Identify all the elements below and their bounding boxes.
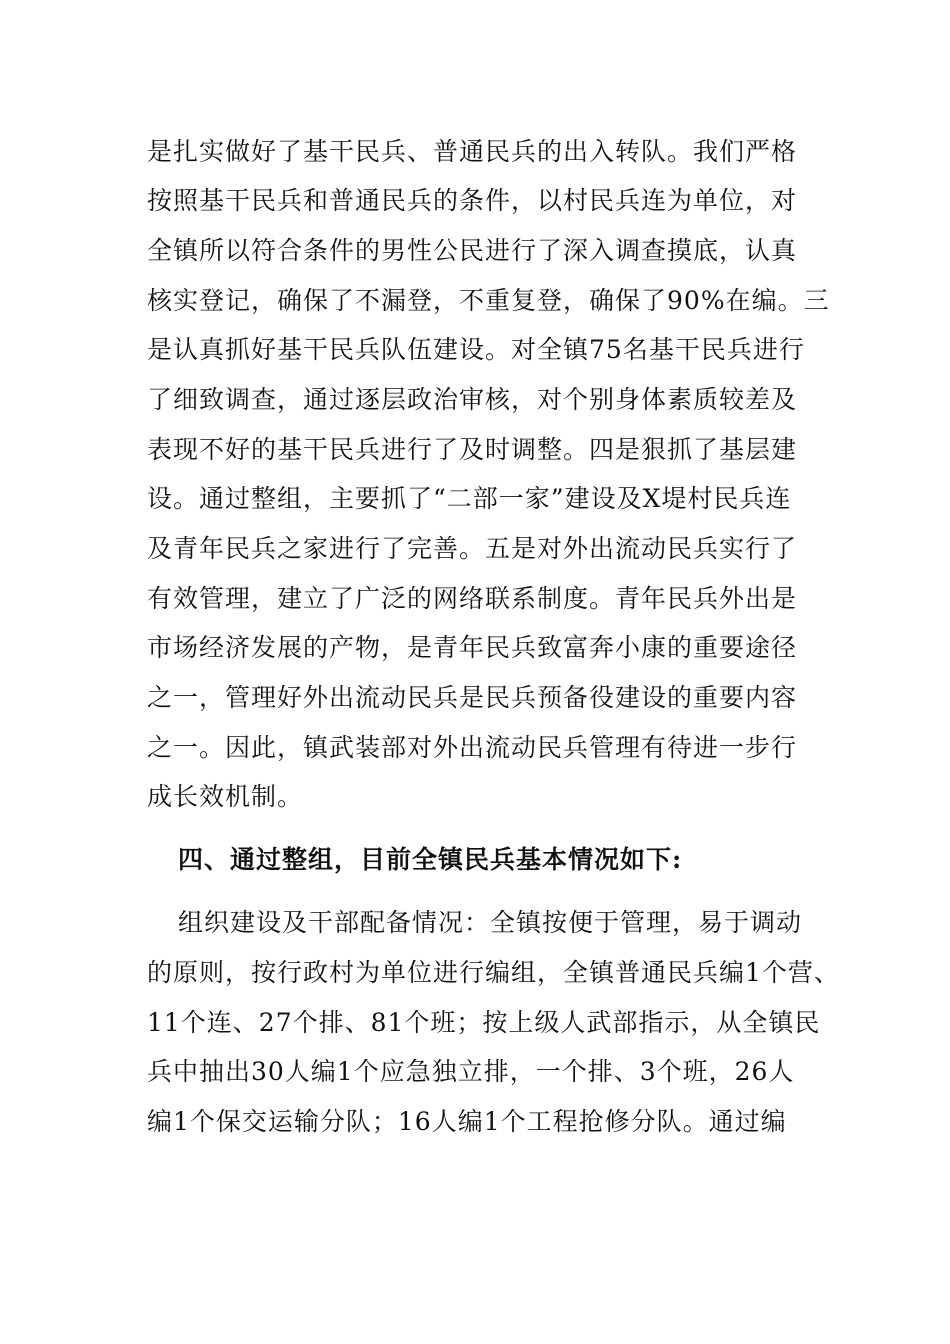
paragraph-line: 是认真抓好基干民兵队伍建设。对全镇75名基干民兵进行 [147, 335, 805, 364]
paragraph-line: 有效管理，建立了广泛的网络联系制度。青年民兵外出是 [147, 584, 798, 613]
paragraph-line: 及青年民兵之家进行了完善。五是对外出流动民兵实行了 [147, 534, 798, 563]
paragraph-line: 成长效机制。 [147, 782, 304, 811]
paragraph-line: 表现不好的基干民兵进行了及时调整。四是狠抓了基层建 [147, 435, 798, 464]
paragraph-line: 核实登记，确保了不漏登，不重复登，确保了90%在编。三 [147, 286, 830, 315]
paragraph-line: 市场经济发展的产物，是青年民兵致富奔小康的重要途径 [147, 633, 798, 662]
paragraph-line: 按照基干民兵和普通民兵的条件，以村民兵连为单位，对 [147, 186, 798, 215]
paragraph-line: 之一。因此，镇武装部对外出流动民兵管理有待进一步行 [147, 733, 798, 762]
paragraph-line: 兵中抽出30人编1个应急独立排，一个排、3个班，26人 [147, 1057, 795, 1086]
paragraph-line: 的原则，按行政村为单位进行编组，全镇普通民兵编1个营、 [147, 958, 840, 987]
paragraph-line: 设。通过整组，主要抓了“二部一家”建设及X堤村民兵连 [147, 484, 792, 513]
paragraph-line: 之一，管理好外出流动民兵是民兵预备役建设的重要内容 [147, 683, 798, 712]
paragraph-line: 11个连、27个排、81个班；按上级人武部指示，从全镇民 [147, 1008, 821, 1037]
paragraph-line: 是扎实做好了基干民兵、普通民兵的出入转队。我们严格 [147, 137, 798, 166]
paragraph-line: 组织建设及干部配备情况：全镇按便于管理，易于调动 [178, 908, 803, 937]
section-heading: 四、通过整组，目前全镇民兵基本情况如下: [178, 845, 683, 874]
paragraph-line: 编1个保交运输分队；16人编1个工程抢修分队。通过编 [147, 1107, 787, 1136]
paragraph-line: 全镇所以符合条件的男性公民进行了深入调查摸底，认真 [147, 236, 798, 265]
paragraph-line: 了细致调查，通过逐层政治审核，对个别身体素质较差及 [147, 385, 798, 414]
